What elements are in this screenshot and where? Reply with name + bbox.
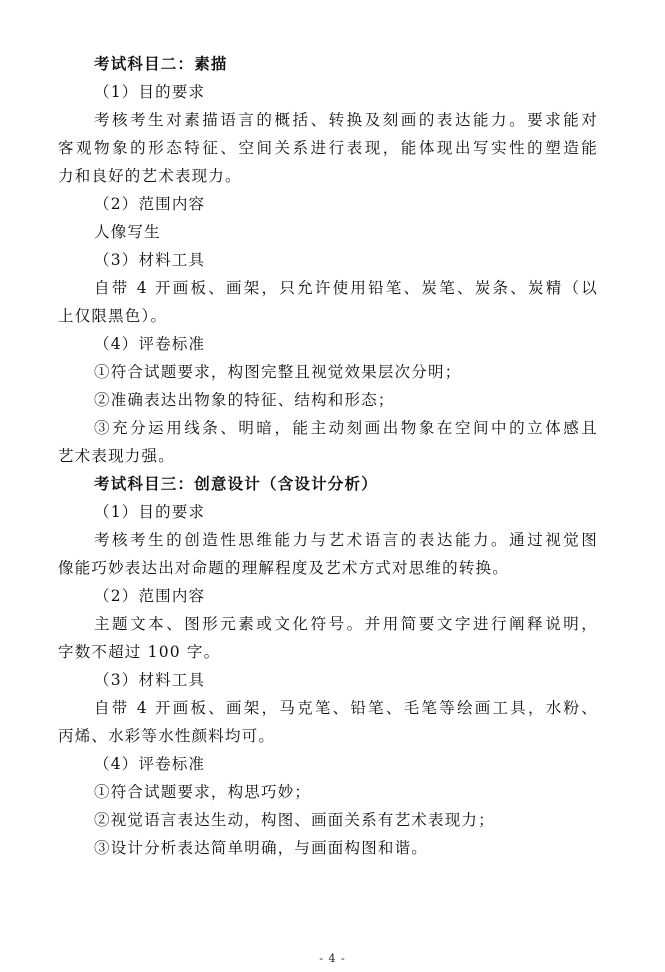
paragraph-line: 自带 4 开画板、画架，只允许使用铅笔、炭笔、炭条、炭精（以 (94, 279, 598, 297)
subheading-grading: （4）评卷标准 (94, 755, 206, 773)
section-heading-subject-3: 考试科目三：创意设计（含设计分析） (94, 474, 378, 493)
paragraph-line: 丙烯、水彩等水性颜料均可。 (58, 727, 276, 745)
subheading-grading: （4）评卷标准 (94, 335, 206, 353)
criteria-item: ②视觉语言表达生动，构图、画面关系有艺术表现力； (94, 811, 495, 829)
paragraph-line: 艺术表现力强。 (58, 447, 175, 465)
paragraph-line: 字数不超过 100 字。 (58, 643, 221, 661)
paragraph-line: 考核考生的创造性思维能力与艺术语言的表达能力。通过视觉图 (94, 531, 598, 549)
paragraph-line: 考核考生对素描语言的概括、转换及刻画的表达能力。要求能对 (94, 111, 598, 129)
section-heading-subject-2: 考试科目二：素描 (94, 54, 228, 73)
paragraph-line: 主题文本、图形元素或文化符号。并用简要文字进行阐释说明， (94, 615, 598, 633)
subheading-scope: （2）范围内容 (94, 587, 206, 605)
subheading-purpose: （1）目的要求 (94, 83, 206, 101)
page-number: - 4 - (319, 952, 346, 965)
criteria-item: ②准确表达出物象的特征、结构和形态； (94, 391, 395, 409)
criteria-item: ③设计分析表达简单明确，与画面构图和谐。 (94, 839, 429, 857)
paragraph-line: 客观物象的形态特征、空间关系进行表现，能体现出写实性的塑造能 (58, 139, 598, 157)
criteria-item: ①符合试题要求，构思巧妙； (94, 783, 312, 801)
paragraph-line: 上仅限黑色）。 (58, 307, 168, 325)
subheading-materials: （3）材料工具 (94, 671, 206, 689)
subheading-purpose: （1）目的要求 (94, 503, 206, 521)
subheading-materials: （3）材料工具 (94, 251, 206, 269)
criteria-item: ①符合试题要求，构图完整且视觉效果层次分明； (94, 363, 462, 381)
paragraph-line: 像能巧妙表达出对命题的理解程度及艺术方式对思维的转换。 (58, 559, 509, 577)
paragraph-line: 自带 4 开画板、画架，马克笔、铅笔、毛笔等绘画工具，水粉、 (94, 699, 598, 717)
paragraph-line: 人像写生 (94, 223, 161, 241)
criteria-item: ③充分运用线条、明暗，能主动刻画出物象在空间中的立体感且 (94, 419, 598, 437)
paragraph-line: 力和良好的艺术表现力。 (58, 167, 242, 185)
subheading-scope: （2）范围内容 (94, 195, 206, 213)
